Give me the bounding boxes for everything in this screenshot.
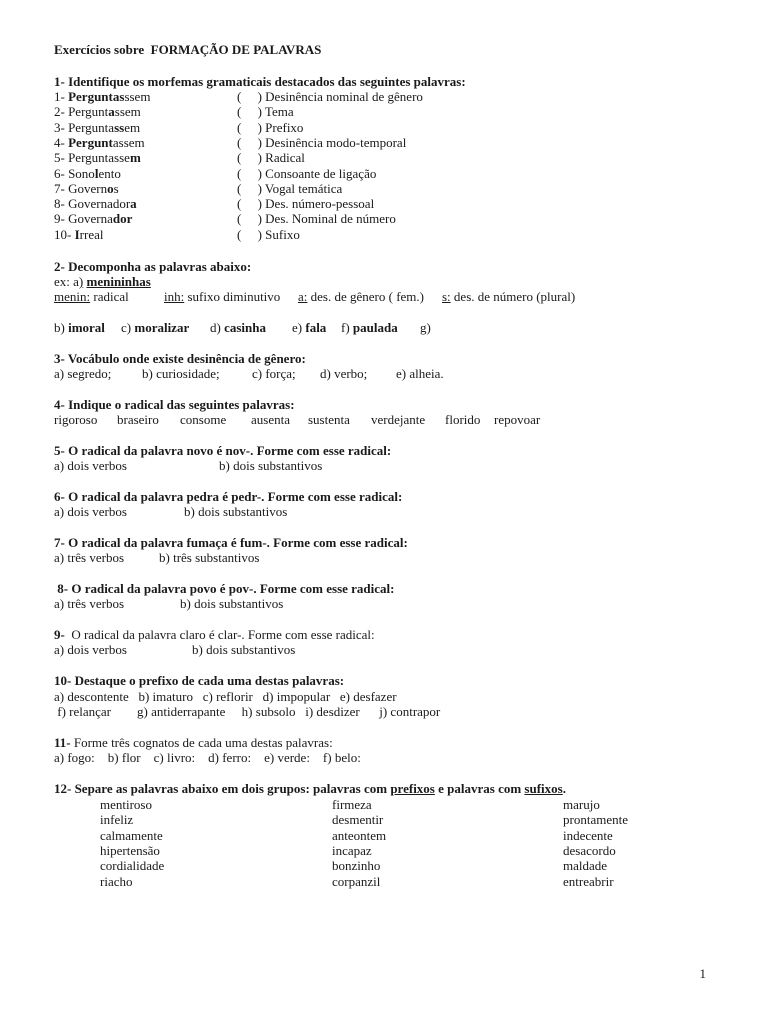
q1-option: ( ) Desinência nominal de gênero xyxy=(237,89,423,104)
q1-heading: 1- Identifique os morfemas gramaticais destacados das seguintes palavras: xyxy=(54,74,466,89)
q1-option: ( ) Sufixo xyxy=(237,226,300,242)
q4-word: sustenta xyxy=(308,412,350,427)
q12-word: riacho xyxy=(100,873,133,889)
q4-word: verdejante xyxy=(371,412,426,427)
q4-word: ausenta xyxy=(251,412,290,427)
q2-heading: 2- Decomponha as palavras abaixo: xyxy=(54,259,252,274)
q11-heading: 11- Forme três cognatos de cada uma destas palavras: xyxy=(54,735,333,750)
q12-heading: 12- Separe as palavras abaixo em dois grupos: palavras com prefixos e palavras com sufixos. xyxy=(54,781,566,796)
q7-option-b: b) três substantivos xyxy=(159,550,260,565)
q9-option-a: a) dois verbos xyxy=(54,642,127,657)
q2-key-a: a: des. de gênero ( fem.) xyxy=(298,289,424,304)
q1-option: ( ) Prefixo xyxy=(237,119,304,135)
q12-word: entreabrir xyxy=(563,873,614,889)
q10-line-1: a) descontente b) imaturo c) reflorir d) impopular e) desfazer xyxy=(54,689,397,704)
q3-option: d) verbo; xyxy=(320,366,368,381)
q1-word: 4- Perguntassem xyxy=(54,134,145,150)
q1-word: 3- Perguntassem xyxy=(54,119,141,135)
q2-example: ex: a) menininhas xyxy=(54,274,151,289)
q8-option-b: b) dois substantivos xyxy=(180,596,284,611)
q3-heading: 3- Vocábulo onde existe desinência de gênero: xyxy=(54,351,306,366)
q1-word: 6- Sonolento xyxy=(54,165,121,181)
q10-line-2: f) relançar g) antiderrapante h) subsolo i) desdizer j) contrapor xyxy=(54,704,441,719)
q4-word: repovoar xyxy=(494,412,541,427)
q2-item: f) paulada xyxy=(341,320,398,335)
q12-word: cordialidade xyxy=(100,858,165,874)
q2-item: d) casinha xyxy=(210,320,266,335)
q4-word: consome xyxy=(180,412,227,427)
q6-option-a: a) dois verbos xyxy=(54,504,127,519)
q4-heading: 4- Indique o radical das seguintes palavras: xyxy=(54,397,295,412)
q2-item: e) fala xyxy=(292,320,327,335)
q2-key-s: s: des. de número (plural) xyxy=(442,289,576,304)
q8-heading: 8- O radical da palavra povo é pov-. Forme com esse radical: xyxy=(54,581,395,596)
q6-heading: 6- O radical da palavra pedra é pedr-. Forme com esse radical: xyxy=(54,489,403,504)
q12-word: maldade xyxy=(563,858,608,874)
q12-word: firmeza xyxy=(332,797,372,812)
q12-word: desmentir xyxy=(332,812,384,828)
q1-word: 2- Perguntassem xyxy=(54,104,141,120)
q5-option-b: b) dois substantivos xyxy=(219,458,323,473)
q1-option: ( ) Tema xyxy=(237,104,294,120)
q1-option: ( ) Des. Nominal de número xyxy=(237,211,396,227)
q2-item: b) imoral xyxy=(54,320,105,335)
q1-word: 5- Perguntassem xyxy=(54,150,141,166)
q12-word: marujo xyxy=(563,797,600,812)
q12-word: incapaz xyxy=(332,842,372,858)
q1-word: 10- Irreal xyxy=(54,226,104,242)
page-title: Exercícios sobre FORMAÇÃO DE PALAVRAS xyxy=(54,42,322,57)
q5-heading: 5- O radical da palavra novo é nov-. Forme com esse radical: xyxy=(54,443,392,458)
q4-word: braseiro xyxy=(117,412,159,427)
q1-word: 7- Governos xyxy=(54,180,119,196)
q12-word: calmamente xyxy=(100,827,163,843)
q12-word: anteontem xyxy=(332,827,387,843)
q6-option-b: b) dois substantivos xyxy=(184,504,288,519)
q11-line: a) fogo: b) flor c) livro: d) ferro: e) verde: f) belo: xyxy=(54,750,361,765)
q1-word: 8- Governadora xyxy=(54,196,137,212)
q12-word: prontamente xyxy=(563,812,628,828)
q12-word: corpanzil xyxy=(332,873,381,889)
q9-option-b: b) dois substantivos xyxy=(192,642,296,657)
q12-word: bonzinho xyxy=(332,858,381,874)
q7-option-a: a) três verbos xyxy=(54,550,125,565)
q1-option: ( ) Desinência modo-temporal xyxy=(237,134,407,150)
q2-item: g) xyxy=(420,320,431,335)
q7-heading: 7- O radical da palavra fumaça é fum-. Forme com esse radical: xyxy=(54,535,408,550)
page-number: 1 xyxy=(699,966,706,981)
q4-word: rigoroso xyxy=(54,412,98,427)
q12-word: indecente xyxy=(563,827,613,843)
q8-option-a: a) três verbos xyxy=(54,596,125,611)
q3-option: a) segredo; xyxy=(54,366,112,381)
q2-key-inh: inh: sufixo diminutivo xyxy=(164,289,281,304)
q3-option: b) curiosidade; xyxy=(142,366,220,381)
q12-word: infeliz xyxy=(100,812,134,828)
q1-option: ( ) Radical xyxy=(237,150,305,166)
q1-option: ( ) Des. número-pessoal xyxy=(237,196,375,212)
q12-word: hipertensão xyxy=(100,842,160,858)
q5-option-a: a) dois verbos xyxy=(54,458,127,473)
q10-heading: 10- Destaque o prefixo de cada uma destas palavras: xyxy=(54,673,345,688)
q9-heading: 9- O radical da palavra claro é clar-. Forme com esse radical: xyxy=(54,627,375,642)
q3-option: c) força; xyxy=(252,366,296,381)
q12-word: mentiroso xyxy=(100,797,152,812)
q2-item: c) moralizar xyxy=(121,320,190,335)
q12-word: desacordo xyxy=(563,842,616,858)
q3-option: e) alheia. xyxy=(396,366,444,381)
q4-word: florido xyxy=(445,412,481,427)
q1-word: 1- Perguntasssem xyxy=(54,89,151,104)
q1-option: ( ) Consoante de ligação xyxy=(237,165,377,181)
q2-key-menin: menin: radical xyxy=(54,289,129,304)
q1-word: 9- Governador xyxy=(54,211,133,227)
q1-option: ( ) Vogal temática xyxy=(237,180,343,196)
